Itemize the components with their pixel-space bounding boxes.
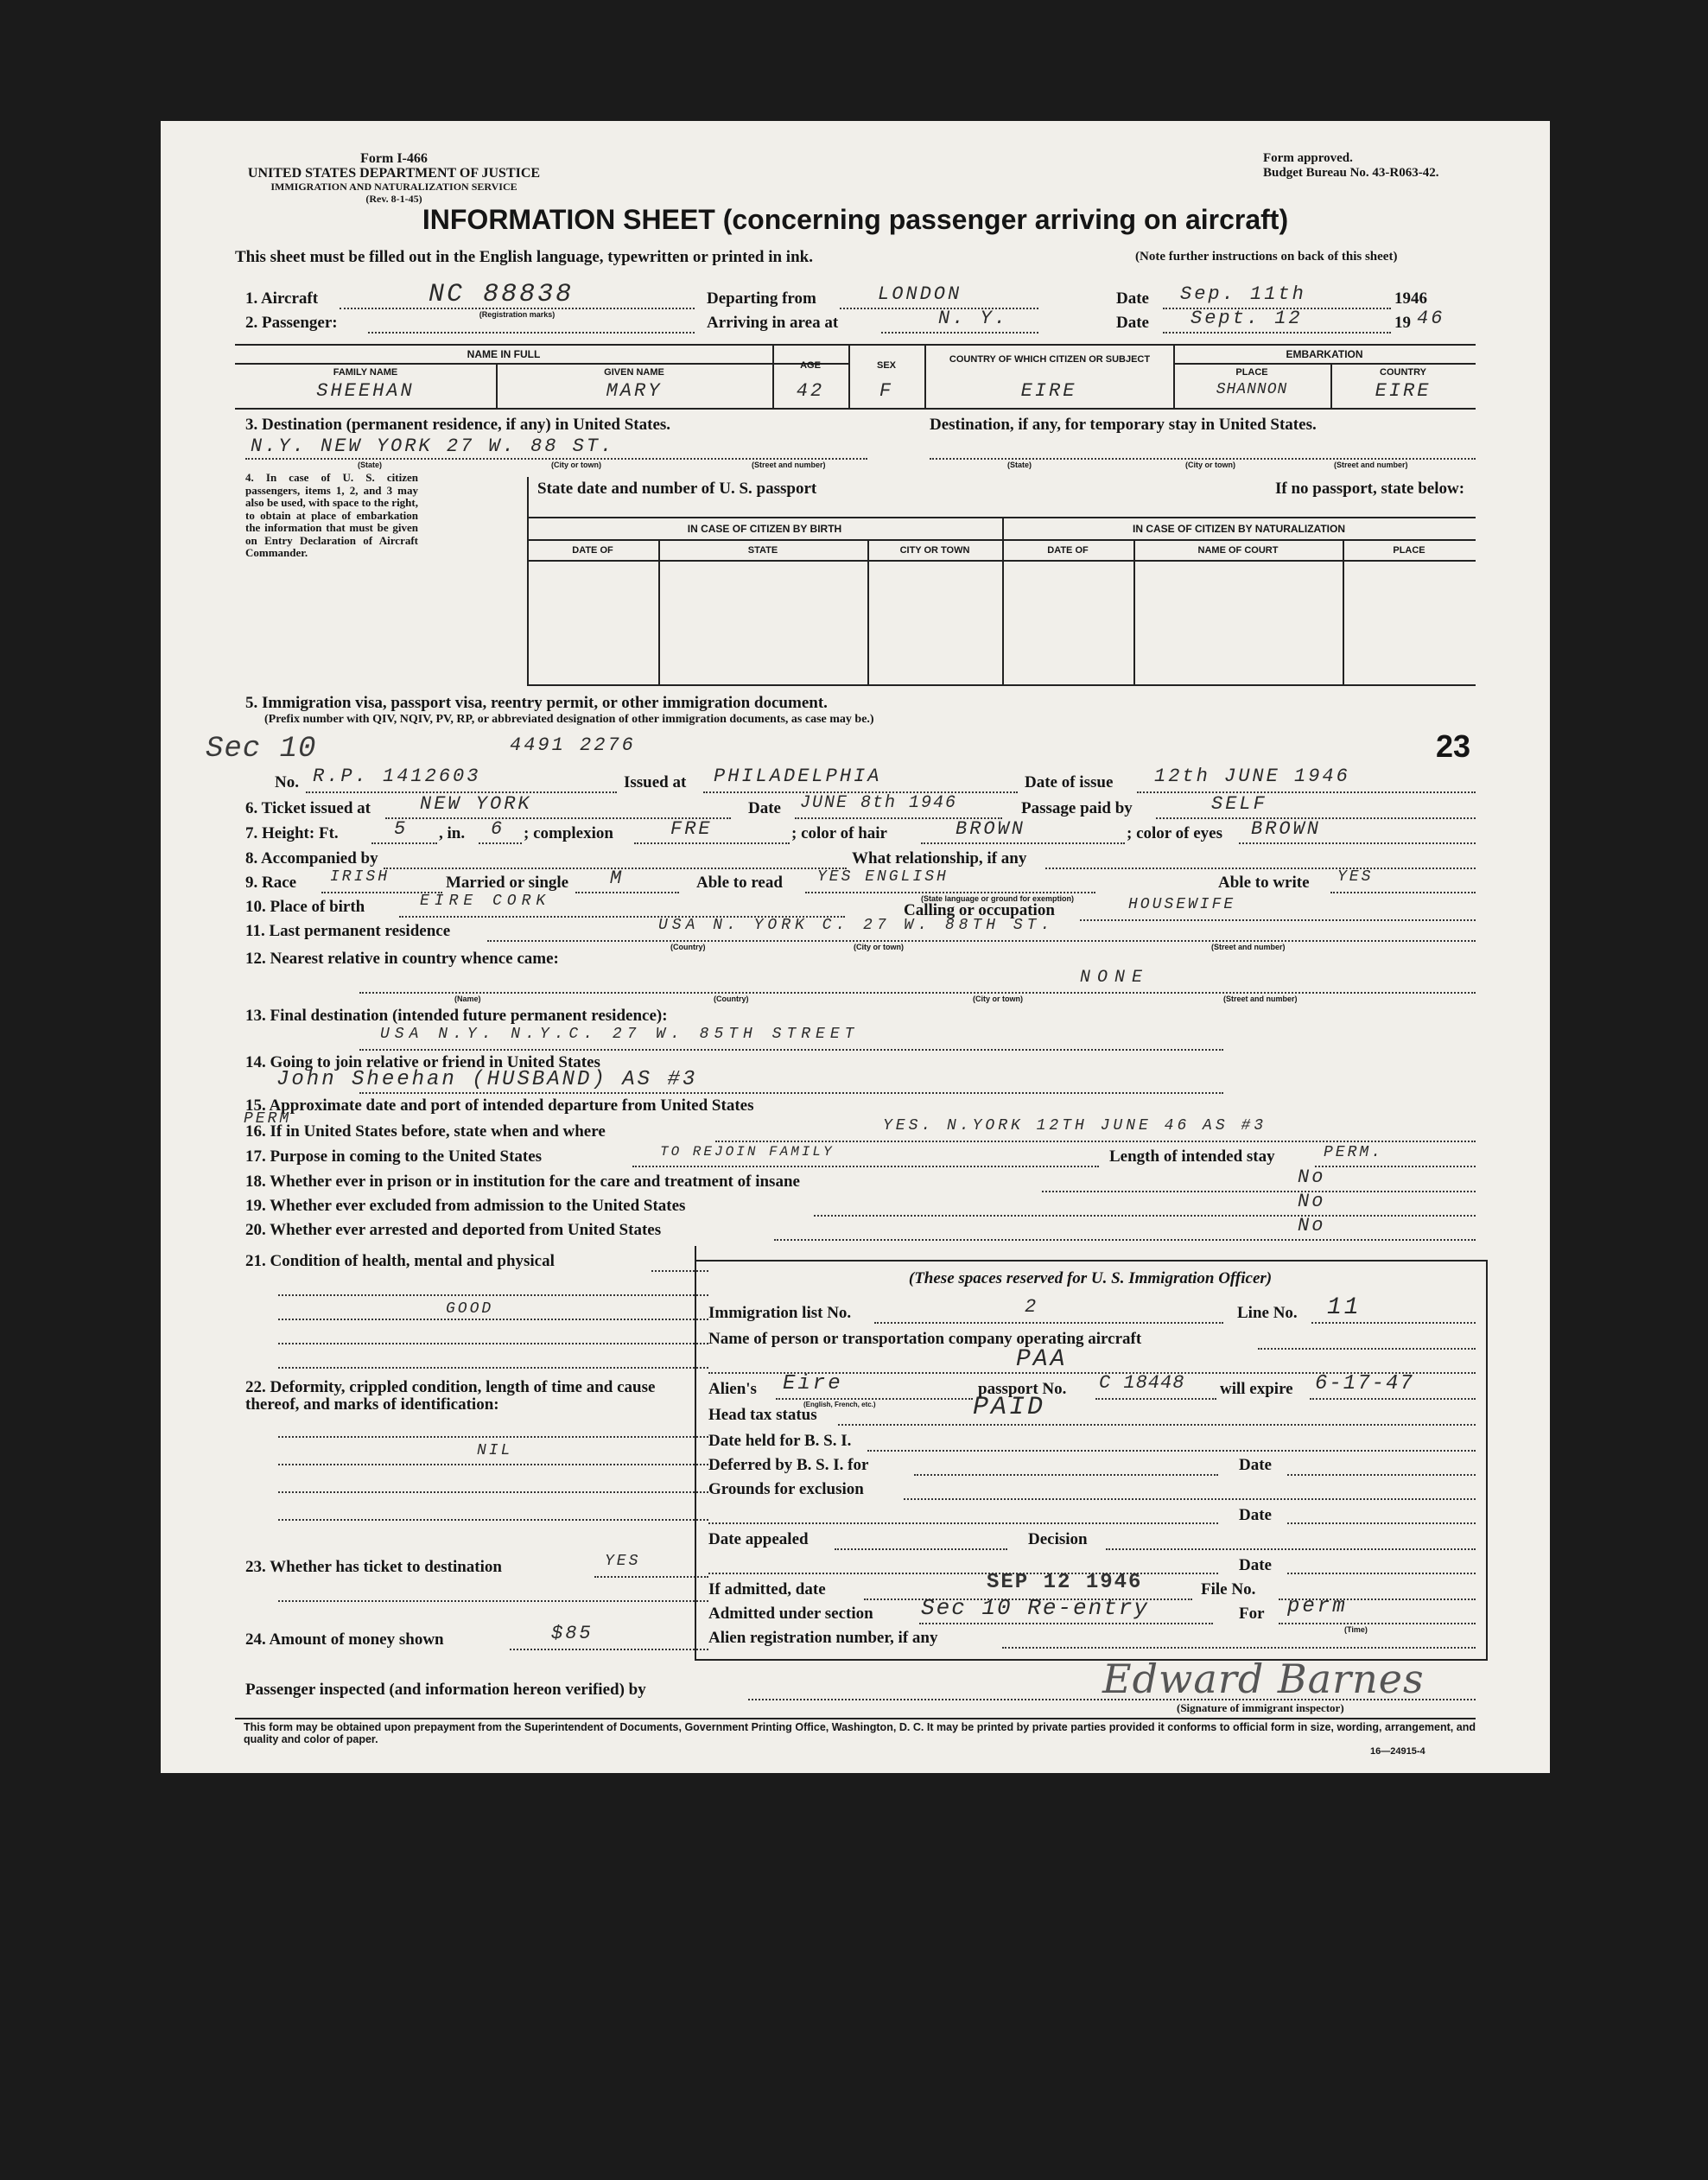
operator-value: PAA [1016,1346,1068,1373]
previous-visit-value: YES. N.YORK 12TH JUNE 46 AS #3 [883,1117,1267,1134]
length-of-stay-value: PERM. [1324,1144,1384,1161]
health-value: GOOD [446,1300,494,1318]
section-note: Sec 10 [206,733,317,766]
alien-label: Alien's [708,1380,757,1398]
revision: (Rev. 8-1-45) [365,193,422,205]
height-in-value: 6 [491,818,505,840]
purpose-value: TO REJOIN FAMILY [660,1144,835,1160]
form-number: Form I-466 [360,151,428,166]
grounds-label: Grounds for exclusion [708,1480,864,1498]
place-of-birth-label: 10. Place of birth [245,898,365,916]
registration-marks-caption: (Registration marks) [479,310,556,319]
join-relative-value: John Sheehan (HUSBAND) AS #3 [276,1068,698,1091]
able-to-write-label: Able to write [1218,874,1310,892]
document-no-value: R.P. 1412603 [313,766,481,787]
signature-caption: (Signature of immigrant inspector) [1177,1701,1344,1714]
place-of-birth-value: EIRE CORK [420,893,551,910]
ticket-issued-label: 6. Ticket issued at [245,799,371,817]
item4-instructions: 4. In case of U. S. citizen passengers, items 1, 2, and 3 may also be used, with space to the right, to obtain at place of embarkation the information that must be given on Entry Declaration of Aircraft Commander. [245,471,418,559]
temp-city-caption: (City or town) [1185,461,1235,469]
immigration-list-value: 2 [1025,1296,1039,1318]
sex-header: SEX [876,360,896,371]
aircraft-value: NC 88838 [429,280,575,309]
embarkation-header: EMBARKATION [1286,348,1363,360]
departure-intent-value: PERM [244,1110,292,1128]
admitted-section-label: Admitted under section [708,1605,873,1623]
nearest-relative-value: NONE [1080,968,1150,988]
money-value: $85 [551,1623,594,1644]
document-no-label: No. [275,773,299,791]
complexion-value: FRE [670,818,713,840]
admitted-date-stamp: SEP 12 1946 [987,1571,1143,1594]
form-code: 16—24915-4 [1370,1746,1425,1757]
hair-color-label: ; color of hair [791,824,887,842]
relative-name-caption: (Name) [454,995,481,1003]
race-label: 9. Race [245,874,297,892]
residence-country-caption: (Country) [670,943,706,951]
extra-document-number: 4491 2276 [510,734,636,756]
eye-color-label: ; color of eyes [1127,824,1222,842]
deported-label: 20. Whether ever arrested and deported from United States [245,1221,662,1239]
ticket-issued-value: NEW YORK [420,793,532,815]
departure-year: 1946 [1394,289,1427,308]
nat-court-header: NAME OF COURT [1197,545,1279,556]
file-no-label: File No. [1201,1580,1256,1598]
age-header: AGE [800,360,821,371]
height-ft-value: 5 [394,818,409,840]
occupation-label: Calling or occupation [904,901,1055,919]
decision-label: Decision [1028,1530,1088,1548]
passport-no-value: C 18448 [1099,1372,1185,1394]
destination-value: N.Y. NEW YORK 27 W. 88 ST. [251,435,615,457]
hair-color-value: BROWN [956,818,1026,840]
citizen-by-birth-header: IN CASE OF CITIZEN BY BIRTH [687,523,842,535]
alien-registration-label: Alien registration number, if any [708,1629,938,1647]
immigration-document-subtext: (Prefix number with QIV, NQIV, PV, RP, or abbreviated designation of other immigration documents, as case may be.) [264,713,874,726]
sex-value: F [879,380,894,402]
department: UNITED STATES DEPARTMENT OF JUSTICE [247,166,541,181]
join-relative-label: 14. Going to join relative or friend in United States [245,1053,600,1071]
alien-nationality-value: Eire [783,1372,843,1395]
embarkation-place-header: PLACE [1235,367,1268,378]
expire-label: will expire [1220,1380,1293,1398]
arrival-year-prefix: 19 [1394,314,1411,332]
bsi-date-label: Date held for B. S. I. [708,1432,852,1450]
given-name-header: GIVEN NAME [604,367,664,378]
destination-state-caption: (State) [358,461,383,469]
previous-visit-label: 16. If in United States before, state when and where [245,1122,606,1141]
money-label: 24. Amount of money shown [245,1630,444,1649]
given-name-value: MARY [606,380,663,402]
issued-at-value: PHILADELPHIA [714,766,882,787]
departure-date-label: Date [1116,289,1149,308]
ticket-date-value: JUNE 8th 1946 [800,793,958,813]
operator-label: Name of person or transportation company operating aircraft [708,1330,1142,1348]
language-caption: (State language or ground for exemption) [921,894,1075,903]
occupation-value: HOUSEWIFE [1128,896,1236,913]
head-tax-value: PAID [973,1393,1046,1422]
date-appealed-label: Date appealed [708,1530,809,1548]
date-of-issue-label: Date of issue [1025,773,1114,791]
accompanied-label: 8. Accompanied by [245,849,378,868]
ticket-destination-label: 23. Whether has ticket to destination [245,1558,502,1576]
temp-state-caption: (State) [1007,461,1032,469]
final-destination-value: USA N.Y. N.Y.C. 27 W. 85TH STREET [380,1026,860,1043]
for-label: For [1239,1605,1265,1623]
passage-paid-value: SELF [1211,793,1267,815]
height-in-label: , in. [439,824,466,842]
birth-city-header: CITY OR TOWN [899,545,970,556]
no-passport-label: If no passport, state below: [1275,480,1465,498]
departure-date-value: Sep. 11th [1180,283,1306,305]
embarkation-place-value: SHANNON [1216,381,1288,398]
relative-country-caption: (Country) [714,995,749,1003]
inspected-by-label: Passenger inspected (and information hereon verified) by [245,1681,646,1699]
prison-value: No [1298,1166,1326,1188]
passage-paid-label: Passage paid by [1021,799,1133,817]
passport-no-label: passport No. [978,1380,1067,1398]
race-value: IRISH [330,868,390,886]
ticket-destination-value: YES [605,1553,641,1570]
time-caption: (Time) [1344,1625,1368,1634]
excluded-value: No [1298,1191,1326,1212]
destination-label: 3. Destination (permanent residence, if any) in United States. [245,416,671,434]
head-tax-label: Head tax status [708,1406,817,1424]
arrival-year-value: 46 [1417,308,1445,329]
last-residence-label: 11. Last permanent residence [245,922,451,940]
able-to-write-value: YES [1337,868,1374,886]
passenger-label: 2. Passenger: [245,314,338,332]
relative-city-caption: (City or town) [973,995,1023,1003]
arriving-value: N. Y. [938,308,1009,329]
departing-label: Departing from [707,289,816,308]
relationship-label: What relationship, if any [852,849,1027,868]
arrival-date-value: Sept. 12 [1191,308,1303,329]
deferred-label: Deferred by B. S. I. for [708,1456,869,1474]
married-value: M [610,868,625,889]
temp-destination-label: Destination, if any, for temporary stay in United States. [930,416,1317,434]
residence-city-caption: (City or town) [854,943,904,951]
line-no-label: Line No. [1237,1304,1298,1322]
admitted-section-value: Sec 10 Re-entry [921,1595,1150,1621]
length-of-stay-label: Length of intended stay [1109,1147,1275,1166]
aircraft-label: 1. Aircraft [245,289,319,308]
citizen-by-naturalization-header: IN CASE OF CITIZEN BY NATURALIZATION [1133,523,1345,535]
deferred-date-label: Date [1239,1456,1272,1474]
admitted-date-label: If admitted, date [708,1580,826,1598]
decision-date-label: Date [1239,1556,1272,1574]
service: IMMIGRATION AND NATURALIZATION SERVICE [270,181,517,193]
form-approved: Form approved. [1263,151,1353,165]
nearest-relative-label: 12. Nearest relative in country whence came: [245,950,559,968]
date-of-issue-value: 12th JUNE 1946 [1154,766,1350,787]
page-number: 23 [1436,728,1471,764]
birth-date-of-header: DATE OF [572,545,613,556]
nat-place-header: PLACE [1393,545,1425,556]
destination-city-caption: (City or town) [551,461,601,469]
alien-nationality-caption: (English, French, etc.) [803,1401,876,1408]
inspector-signature: Edward Barnes [1102,1656,1425,1702]
embarkation-country-header: COUNTRY [1380,367,1426,378]
last-residence-value: USA N. YORK C. 27 W. 88TH ST. [658,917,1055,934]
deformity-label: 22. Deformity, crippled condition, length of time and cause thereof, and marks of identification: [245,1378,656,1414]
purpose-label: 17. Purpose in coming to the United States [245,1147,543,1166]
country-citizen-header: COUNTRY OF WHICH CITIZEN OR SUBJECT [949,354,1151,365]
age-value: 42 [796,380,825,402]
married-label: Married or single [446,874,569,892]
officer-heading: (These spaces reserved for U. S. Immigration Officer) [908,1269,1273,1287]
health-label: 21. Condition of health, mental and physical [245,1252,555,1270]
immigration-list-label: Immigration list No. [708,1304,852,1322]
immigration-document-label: 5. Immigration visa, passport visa, reentry permit, or other immigration document. [245,694,828,712]
embarkation-country-value: EIRE [1375,380,1432,402]
instructions-note: (Note further instructions on back of this sheet) [1135,250,1398,264]
line-no-value: 11 [1327,1294,1362,1321]
destination-street-caption: (Street and number) [752,461,826,469]
us-passport-label: State date and number of U. S. passport [537,480,817,498]
able-to-read-value: YES ENGLISH [817,868,949,886]
deformity-value: NIL [477,1442,513,1459]
final-destination-label: 13. Final destination (intended future permanent residence): [245,1007,668,1025]
arriving-label: Arriving in area at [707,314,839,332]
height-label: 7. Height: Ft. [245,824,339,842]
expire-value: 6-17-47 [1315,1372,1414,1395]
birth-state-header: STATE [747,545,778,556]
eye-color-value: BROWN [1251,818,1322,840]
departure-intent-label: 15. Approximate date and port of intended departure from United States [245,1096,754,1115]
excluded-label: 19. Whether ever excluded from admission to the United States [245,1197,686,1215]
prison-label: 18. Whether ever in prison or in institution for the care and treatment of insane [245,1173,800,1191]
page-title: INFORMATION SHEET (concerning passenger arriving on aircraft) [422,204,1289,235]
issued-at-label: Issued at [624,773,687,791]
complexion-label: ; complexion [524,824,613,842]
grounds-date-label: Date [1239,1506,1272,1524]
arrival-date-label: Date [1116,314,1149,332]
family-name-header: FAMILY NAME [333,367,398,378]
for-value: perm [1287,1595,1348,1618]
departing-value: LONDON [878,283,962,305]
temp-street-caption: (Street and number) [1334,461,1408,469]
nat-date-of-header: DATE OF [1047,545,1089,556]
instructions: This sheet must be filled out in the English language, typewritten or printed in ink. [235,248,813,266]
budget-bureau: Budget Bureau No. 43-R063-42. [1263,166,1439,180]
residence-street-caption: (Street and number) [1211,943,1286,951]
citizen-value: EIRE [1020,380,1077,402]
name-in-full-header: NAME IN FULL [467,348,541,360]
deported-value: No [1298,1215,1326,1236]
able-to-read-label: Able to read [696,874,783,892]
form-document [161,121,1550,1773]
family-name-value: SHEEHAN [316,380,415,402]
footer-note: This form may be obtained upon prepayment from the Superintendent of Documents, Government Printing Office, Washington, D. C. It may be printed by private parties provided it conforms to official form in size, wording, arrangement, and quality and color of paper. [244,1721,1476,1745]
relative-street-caption: (Street and number) [1223,995,1298,1003]
ticket-date-label: Date [748,799,781,817]
